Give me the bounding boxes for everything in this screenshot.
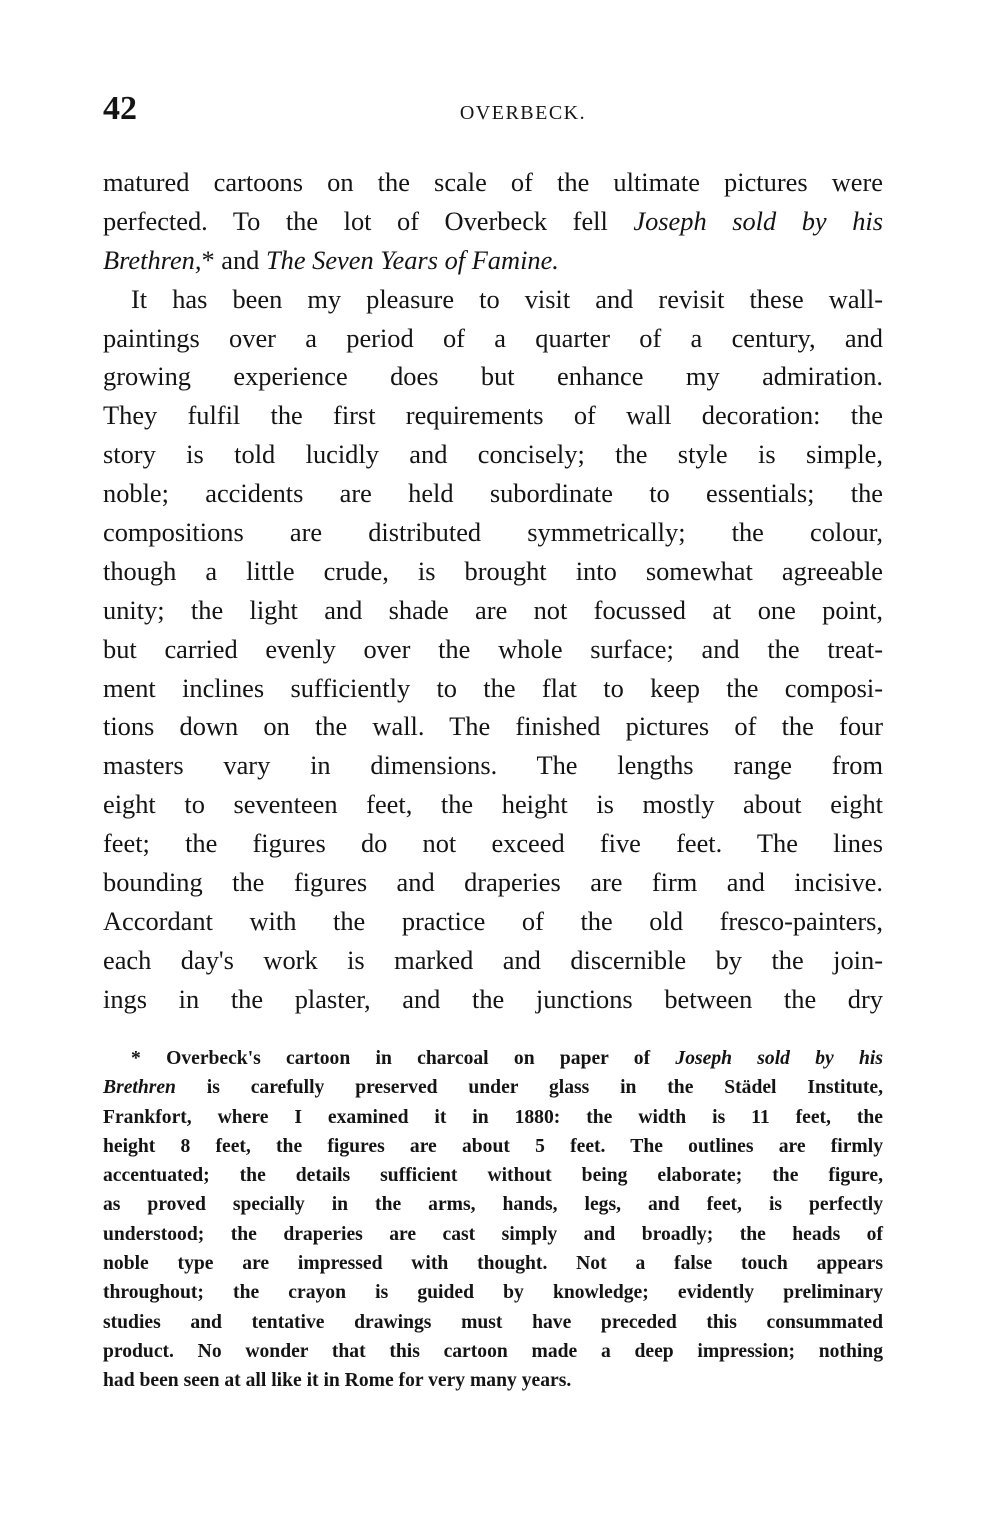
- body-line: ment inclines sufficiently to the flat to keep the composi-: [103, 672, 883, 703]
- body-line: eight to seventeen feet, the height is mostly about eight: [103, 789, 883, 820]
- body-line: masters vary in dimensions. The lengths range from: [103, 750, 883, 781]
- body-line-text: perfected. To the lot of Overbeck fell: [103, 205, 634, 236]
- footnote: [103, 1044, 883, 1396]
- footnote-line: product. No wonder that this cartoon made a deep impression; nothing: [103, 1340, 883, 1362]
- italic-title: Joseph sold by his: [633, 205, 883, 236]
- body-line: story is told lucidly and concisely; the style is simple,: [103, 439, 883, 470]
- body-line: growing experience does but enhance my admiration.: [103, 361, 883, 392]
- body-line: unity; the light and shade are not focussed at one point,: [103, 594, 883, 625]
- footnote-italic-title: Joseph sold by his: [675, 1048, 883, 1069]
- body-line: ings in the plaster, and the junctions between the dry: [103, 983, 883, 1014]
- body-line: matured cartoons on the scale of the ultimate pictures were: [103, 167, 883, 197]
- body-line: They fulfil the first requirements of wall decoration: the: [103, 400, 883, 431]
- italic-title: Brethren,: [103, 244, 202, 275]
- footnote-line: noble type are impressed with thought. Not a false touch appears: [103, 1253, 883, 1275]
- page-number: 42: [103, 90, 137, 127]
- body-line: noble; accidents are held subordinate to essentials; the: [103, 478, 883, 509]
- body-line: compositions are distributed symmetrically; the colour,: [103, 517, 883, 548]
- body-line: [103, 241, 883, 280]
- italic-title: The Seven Years of Famine.: [265, 244, 559, 275]
- body-text: [103, 163, 883, 1019]
- footnote-text: * Overbeck's cartoon in charcoal on paper of: [131, 1048, 676, 1069]
- body-line: Accordant with the practice of the old fresco-painters,: [103, 905, 883, 936]
- body-line: tions down on the wall. The finished pictures of the four: [103, 711, 883, 742]
- body-line: feet; the figures do not exceed five feet. The lines: [103, 828, 883, 859]
- body-line: It has been my pleasure to visit and revisit these wall-: [131, 283, 883, 314]
- body-line: bounding the figures and draperies are firm and incisive.: [103, 867, 883, 898]
- body-line: though a little crude, is brought into somewhat agreeable: [103, 555, 883, 586]
- footnote-line: [103, 1044, 883, 1073]
- footnote-italic-title: Brethren: [103, 1077, 176, 1099]
- running-head: OVERBECK.: [459, 102, 587, 124]
- footnote-line: throughout; the crayon is guided by knowledge; evidently preliminary: [103, 1282, 883, 1304]
- footnote-line: understood; the draperies are cast simply and broadly; the heads of: [103, 1223, 883, 1245]
- body-line: but carried evenly over the whole surface; and the treat-: [103, 633, 883, 664]
- footnote-line: studies and tentative drawings must have preceded this consummated: [103, 1311, 883, 1333]
- footnote-line: Frankfort, where I examined it in 1880: the width is 11 feet, the: [103, 1106, 883, 1128]
- body-line: [103, 202, 883, 241]
- body-line: paintings over a period of a quarter of a century, and: [103, 322, 883, 353]
- page-header: [103, 90, 883, 130]
- footnote-line: height 8 feet, the figures are about 5 feet. The outlines are firmly: [103, 1135, 883, 1157]
- footnote-line: had been seen at all like it in Rome for very many years.: [103, 1370, 572, 1392]
- footnote-line: as proved specially in the arms, hands, legs, and feet, is perfectly: [103, 1194, 883, 1216]
- footnote-line: accentuated; the details sufficient without being elaborate; the figure,: [103, 1165, 883, 1187]
- footnote-text: is carefully preserved under glass in the Städel Institute,: [175, 1077, 883, 1099]
- body-line: each day's work is marked and discernible by the join-: [103, 944, 883, 975]
- body-line-text: * and: [201, 244, 266, 275]
- footnote-line: [103, 1073, 883, 1102]
